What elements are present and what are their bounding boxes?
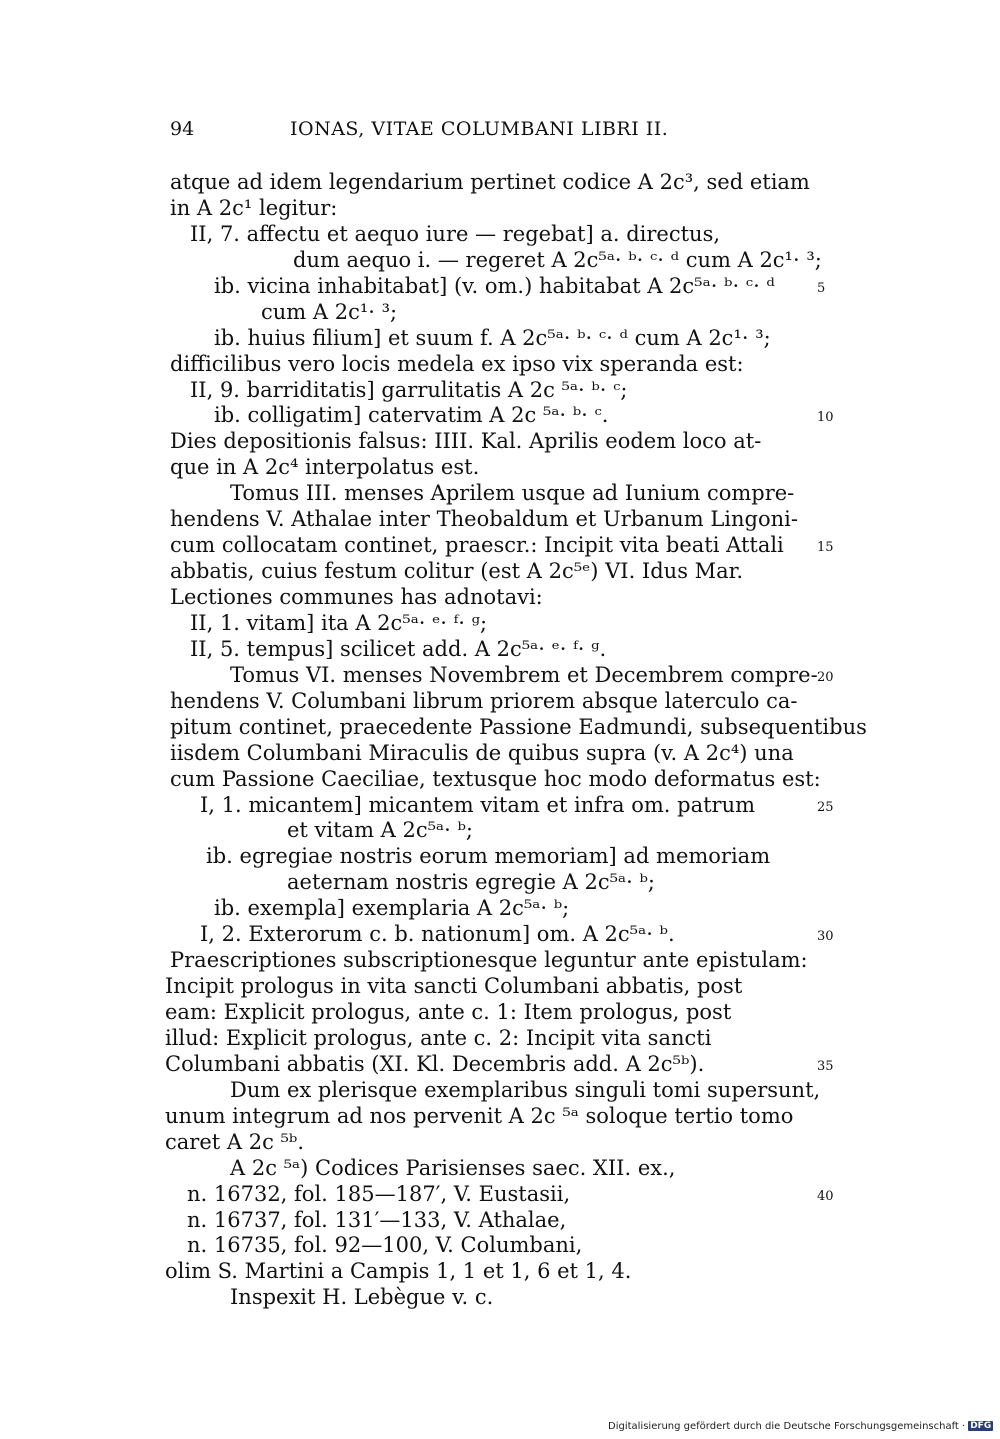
- line-text: Lectiones communes has adnotavi:: [170, 585, 543, 609]
- text-line: [0, 1026, 1000, 1052]
- text-line: [0, 507, 1000, 533]
- text-line: [0, 1233, 1000, 1259]
- line-text: caret A 2c ⁵ᵇ.: [165, 1129, 304, 1154]
- line-text: II, 1. vitam] ita A 2c⁵ᵃ· ᵉ· ᶠ· ᵍ;: [190, 610, 488, 635]
- page-header: [170, 118, 810, 152]
- line-text: Praescriptiones subscriptionesque leguntur ante epistulam:: [170, 948, 808, 973]
- line-number: 35: [817, 1058, 834, 1074]
- line-text: II, 9. barriditatis] garrulitatis A 2c ⁵ᵃ· ᵇ· ᶜ;: [190, 377, 628, 402]
- line-number: 10: [817, 410, 834, 426]
- text-line: [0, 1208, 1000, 1234]
- line-text: aeternam nostris egregie A 2c⁵ᵃ· ᵇ;: [287, 870, 655, 895]
- line-text: Columbani abbatis (XI. Kl. Decembris add. A 2c⁵ᵇ).: [165, 1051, 705, 1076]
- text-line: [0, 689, 1000, 715]
- line-text: hendens V. Athalae inter Theobaldum et Urbanum Lingoni-: [170, 507, 798, 532]
- line-text: cum A 2c¹· ³;: [261, 299, 398, 324]
- line-text: n. 16732, fol. 185—187′, V. Eustasii,: [187, 1181, 571, 1206]
- text-line: [0, 637, 1000, 663]
- text-line: [0, 948, 1000, 974]
- text-line: [0, 481, 1000, 507]
- line-text: Tomus VI. menses Novembrem et Decembrem compre-: [230, 662, 818, 687]
- text-line: [0, 585, 1000, 611]
- text-line: [0, 1052, 1000, 1078]
- text-line: [0, 974, 1000, 1000]
- text-line: [0, 429, 1000, 455]
- text-line: [0, 1156, 1000, 1182]
- line-text: iisdem Columbani Miraculis de quibus supra (v. A 2c⁴) una: [170, 740, 794, 765]
- footer: [608, 1421, 998, 1437]
- line-text: unum integrum ad nos pervenit A 2c ⁵ᵃ soloque tertio tomo: [165, 1103, 794, 1128]
- line-number: 5: [817, 280, 826, 296]
- line-text: cum collocatam continet, praescr.: Incipit vita beati Attali: [170, 533, 784, 558]
- line-text: dum aequo i. — regeret A 2c⁵ᵃ· ᵇ· ᶜ· ᵈ cum A 2c¹· ³;: [293, 247, 822, 272]
- text-line: [0, 1182, 1000, 1208]
- text-line: [0, 663, 1000, 689]
- line-text: ib. huius filium] et suum f. A 2c⁵ᵃ· ᵇ· ᶜ· ᵈ cum A 2c¹· ³;: [214, 325, 771, 350]
- line-text: et vitam A 2c⁵ᵃ· ᵇ;: [287, 818, 473, 843]
- text-line: [0, 326, 1000, 352]
- line-number: 20: [817, 669, 834, 685]
- line-number: 15: [817, 540, 834, 556]
- line-text: II, 5. tempus] scilicet add. A 2c⁵ᵃ· ᵉ· ᶠ· ᵍ.: [190, 636, 607, 661]
- text-line: [0, 793, 1000, 819]
- line-text: in A 2c¹ legitur:: [170, 195, 338, 220]
- line-text: cum Passione Caeciliae, textusque hoc modo deformatus est:: [170, 766, 821, 791]
- line-text: ib. egregiae nostris eorum memoriam] ad memoriam: [206, 844, 771, 869]
- text-line: [0, 378, 1000, 404]
- line-text: que in A 2c⁴ interpolatus est.: [170, 455, 480, 480]
- text-line: [0, 870, 1000, 896]
- text-line: [0, 741, 1000, 767]
- line-text: abbatis, cuius festum colitur (est A 2c⁵ᵉ) VI. Idus Mar.: [170, 559, 744, 584]
- text-line: [0, 1285, 1000, 1311]
- line-text: ib. vicina inhabitabat] (v. om.) habitabat A 2c⁵ᵃ· ᵇ· ᶜ· ᵈ: [214, 273, 775, 298]
- line-text: pitum continet, praecedente Passione Eadmundi, subsequentibus: [170, 714, 867, 739]
- line-text: I, 1. micantem] micantem vitam et infra om. patrum: [200, 792, 756, 817]
- text-line: [0, 1130, 1000, 1156]
- running-title: IONAS, VITAE COLUMBANI LIBRI II.: [290, 118, 669, 140]
- line-text: eam: Explicit prologus, ante c. 1: Item prologus, post: [165, 1000, 732, 1024]
- line-text: olim S. Martini a Campis 1, 1 et 1, 6 et 1, 4.: [165, 1259, 632, 1284]
- line-text: II, 7. affectu et aequo iure — regebat] a. directus,: [190, 221, 721, 246]
- text-line: [0, 844, 1000, 870]
- text-line: [0, 611, 1000, 637]
- line-text: ib. exempla] exemplaria A 2c⁵ᵃ· ᵇ;: [214, 896, 570, 921]
- line-text: n. 16735, fol. 92—100, V. Columbani,: [187, 1233, 583, 1258]
- text-line: [0, 300, 1000, 326]
- line-number: 30: [817, 929, 834, 945]
- text-line: [0, 1259, 1000, 1285]
- line-text: illud: Explicit prologus, ante c. 2: Incipit vita sancti: [165, 1025, 712, 1050]
- text-line: [0, 818, 1000, 844]
- text-line: [0, 352, 1000, 378]
- page-number: 94: [170, 118, 195, 140]
- text-line: [0, 170, 1000, 196]
- funding-note: Digitalisierung gefördert durch die Deutsche Forschungsgemeinschaft ·: [608, 1421, 966, 1432]
- text-line: [0, 559, 1000, 585]
- text-line: [0, 274, 1000, 300]
- text-line: [0, 922, 1000, 948]
- line-text: atque ad idem legendarium pertinet codice A 2c³, sed etiam: [170, 170, 810, 194]
- body-text: [0, 170, 1000, 1311]
- line-number: 25: [817, 799, 834, 815]
- dfg-logo: DFG: [970, 1421, 992, 1431]
- line-text: Dies depositionis falsus: IIII. Kal. Aprilis eodem loco at-: [170, 429, 762, 454]
- line-text: Inspexit H. Lebègue v. c.: [230, 1285, 494, 1310]
- text-line: [0, 455, 1000, 481]
- text-line: [0, 896, 1000, 922]
- line-text: A 2c ⁵ᵃ) Codices Parisienses saec. XII. ex.,: [230, 1155, 676, 1180]
- line-text: Dum ex plerisque exemplaribus singuli tomi supersunt,: [230, 1077, 821, 1102]
- text-line: [0, 767, 1000, 793]
- text-line: [0, 403, 1000, 429]
- line-text: difficilibus vero locis medela ex ipso vix speranda est:: [170, 351, 744, 376]
- text-line: [0, 248, 1000, 274]
- text-line: [0, 1000, 1000, 1026]
- line-text: n. 16737, fol. 131′—133, V. Athalae,: [187, 1207, 567, 1232]
- line-text: I, 2. Exterorum c. b. nationum] om. A 2c⁵ᵃ· ᵇ.: [200, 922, 675, 947]
- line-text: Tomus III. menses Aprilem usque ad Iunium compre-: [230, 481, 795, 506]
- line-text: ib. colligatim] catervatim A 2c ⁵ᵃ· ᵇ· ᶜ.: [214, 403, 609, 428]
- text-line: [0, 1078, 1000, 1104]
- text-line: [0, 533, 1000, 559]
- text-line: [0, 1104, 1000, 1130]
- line-text: Incipit prologus in vita sancti Columbani abbatis, post: [165, 974, 743, 999]
- line-number: 40: [817, 1188, 834, 1204]
- text-line: [0, 196, 1000, 222]
- text-line: [0, 222, 1000, 248]
- text-line: [0, 715, 1000, 741]
- line-text: hendens V. Columbani librum priorem absque laterculo ca-: [170, 688, 798, 713]
